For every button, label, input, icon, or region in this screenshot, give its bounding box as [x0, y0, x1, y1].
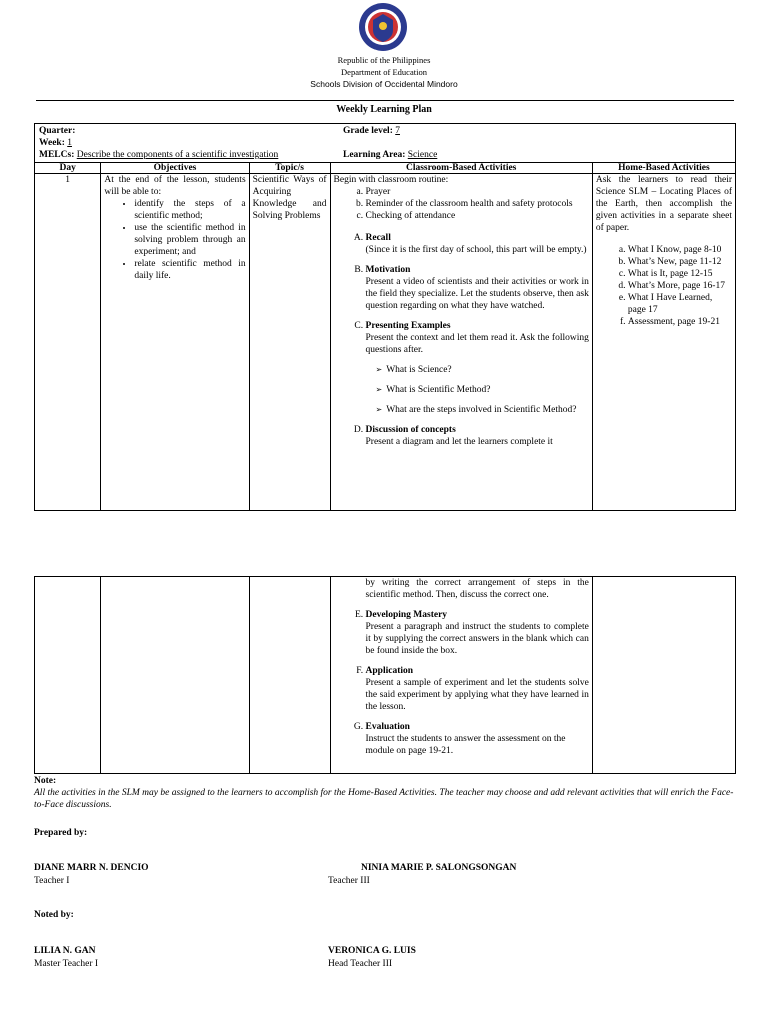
topic-cell: Scientific Ways of Acquiring Knowledge and Solving Problems — [249, 174, 330, 511]
noted-by-label: Noted by: — [34, 910, 74, 920]
section-title: Developing Mastery — [365, 610, 448, 620]
col-header-objectives: Objectives — [101, 163, 249, 174]
melcs-value: Describe the components of a scientific investigation — [76, 150, 279, 160]
home-item: b. What’s New, page 11-12 — [628, 256, 732, 268]
preparer2-title: Teacher III — [328, 876, 370, 886]
activity-section — [366, 609, 589, 657]
classroom-activities-cell-continued — [330, 577, 592, 774]
section-text: Present a sample of experiment and let the students solve the said experiment by applying what they have learned in the lesson. — [365, 678, 589, 712]
objectives-cell — [101, 174, 249, 511]
preparer2-name: NINIA MARIE P. SALONGSONGAN — [361, 863, 517, 873]
noter1-name: LILIA N. GAN — [34, 946, 96, 956]
col-header-home: Home-Based Activities — [592, 163, 735, 174]
grade-level-label: Grade level: — [343, 126, 393, 136]
melcs-label: MELCs: — [39, 150, 75, 160]
deped-seal-logo — [358, 2, 408, 52]
learning-area-value: Science — [407, 150, 438, 160]
home-item: c. What is It, page 12-15 — [628, 268, 732, 280]
noter1-title: Master Teacher I — [34, 959, 99, 969]
prepared-by-label: Prepared by: — [34, 828, 88, 838]
section-text: Present a diagram and let the learners complete it — [365, 437, 553, 447]
grade-level-value: 7 — [395, 126, 400, 136]
section-title: Discussion of concepts — [365, 425, 456, 435]
column-header-row — [35, 163, 736, 174]
activity-section — [366, 320, 589, 416]
routine-item: a. Prayer — [366, 186, 589, 198]
col-header-topics: Topic/s — [249, 163, 330, 174]
objective-item: • relate scientific method in daily life. — [134, 258, 245, 282]
info-row — [35, 124, 736, 163]
home-item: e. What I Have Learned, page 17 — [628, 292, 732, 316]
document-title: Weekly Learning Plan — [336, 104, 432, 115]
header-country: Republic of the Philippines — [337, 55, 431, 65]
section-text: Instruct the students to answer the assessment on the module on page 19-21. — [365, 734, 566, 756]
home-item: a. What I Know, page 8-10 — [628, 244, 732, 256]
header-divider — [36, 100, 734, 101]
table-row — [35, 577, 736, 774]
activity-section — [366, 264, 589, 312]
continued-text: by writing the correct arrangement of steps in the scientific method. Then, discuss the correct one. — [365, 578, 589, 600]
section-text: Present a paragraph and instruct the students to complete it by supplying the correct answers in the blank which can be found inside the box. — [365, 622, 589, 656]
preparer1-title: Teacher I — [34, 876, 70, 886]
noter2-name: VERONICA G. LUIS — [328, 946, 416, 956]
home-item: f. Assessment, page 19-21 — [628, 316, 732, 328]
section-text: Present the context and let them read it. Ask the following questions after. — [365, 333, 589, 355]
objective-item: • identify the steps of a scientific method; — [134, 198, 245, 222]
header-division: Schools Division of Occidental Mindoro — [310, 79, 458, 89]
note-label: Note: — [34, 776, 57, 786]
routine-item: c. Checking of attendance — [366, 210, 589, 222]
section-title: Evaluation — [365, 722, 410, 732]
learning-area-label: Learning Area: — [343, 150, 406, 160]
objectives-intro: At the end of the lesson, students will be able to: — [104, 175, 246, 197]
classroom-activities-cell — [330, 174, 592, 511]
question-item: ➢ What are the steps involved in Scientific Method? — [388, 404, 589, 416]
learning-plan-table-part1 — [34, 123, 736, 511]
section-title: Motivation — [365, 265, 411, 275]
section-title: Recall — [365, 233, 391, 243]
section-title: Presenting Examples — [365, 321, 451, 331]
day-cell-continued — [35, 577, 101, 774]
routine-item: b. Reminder of the classroom health and safety protocols — [366, 198, 589, 210]
week-value: 1 — [67, 138, 72, 148]
question-item: ➢ What is Science? — [388, 364, 589, 376]
day-cell: 1 — [35, 174, 101, 511]
activity-section — [366, 424, 589, 448]
col-header-day: Day — [35, 163, 101, 174]
noter2-title: Head Teacher III — [328, 959, 393, 969]
question-item: ➢ What is Scientific Method? — [388, 384, 589, 396]
home-item: d. What’s More, page 16-17 — [628, 280, 732, 292]
section-text: Present a video of scientists and their activities or work in the field they specialize. Let the students observe, then ask question regarding on what they have watched. — [365, 277, 589, 311]
activity-section — [366, 721, 589, 757]
col-header-classroom: Classroom-Based Activities — [330, 163, 592, 174]
header-department: Department of Education — [341, 67, 427, 77]
objectives-cell-continued — [101, 577, 249, 774]
week-label: Week: — [39, 138, 65, 148]
learning-plan-table-part2 — [34, 576, 736, 774]
preparer1-name: DIANE MARR N. DENCIO — [34, 863, 149, 873]
quarter-label: Quarter: — [39, 126, 76, 136]
table-row — [35, 174, 736, 511]
routine-intro: Begin with classroom routine: — [333, 175, 449, 185]
activity-section — [366, 232, 589, 256]
home-activities-cell-continued — [592, 577, 735, 774]
objective-item: • use the scientific method in solving problem through an experiment; and — [134, 222, 245, 258]
topic-cell-continued — [249, 577, 330, 774]
activity-section — [366, 665, 589, 713]
note-block — [34, 775, 734, 811]
home-activities-cell — [592, 174, 735, 511]
home-intro: Ask the learners to read their Science SLM – Locating Places of the Earth, then accomplish the given activities in a separate sheet of paper. — [595, 175, 732, 233]
section-text: (Since it is the first day of school, this part will be empty.) — [365, 245, 587, 255]
note-text: All the activities in the SLM may be assigned to the learners to accomplish for the Home-Based Activities. The teacher may choose and add relevant activities that will enrich the Face-to-Face discussions. — [34, 788, 734, 810]
section-title: Application — [365, 666, 414, 676]
